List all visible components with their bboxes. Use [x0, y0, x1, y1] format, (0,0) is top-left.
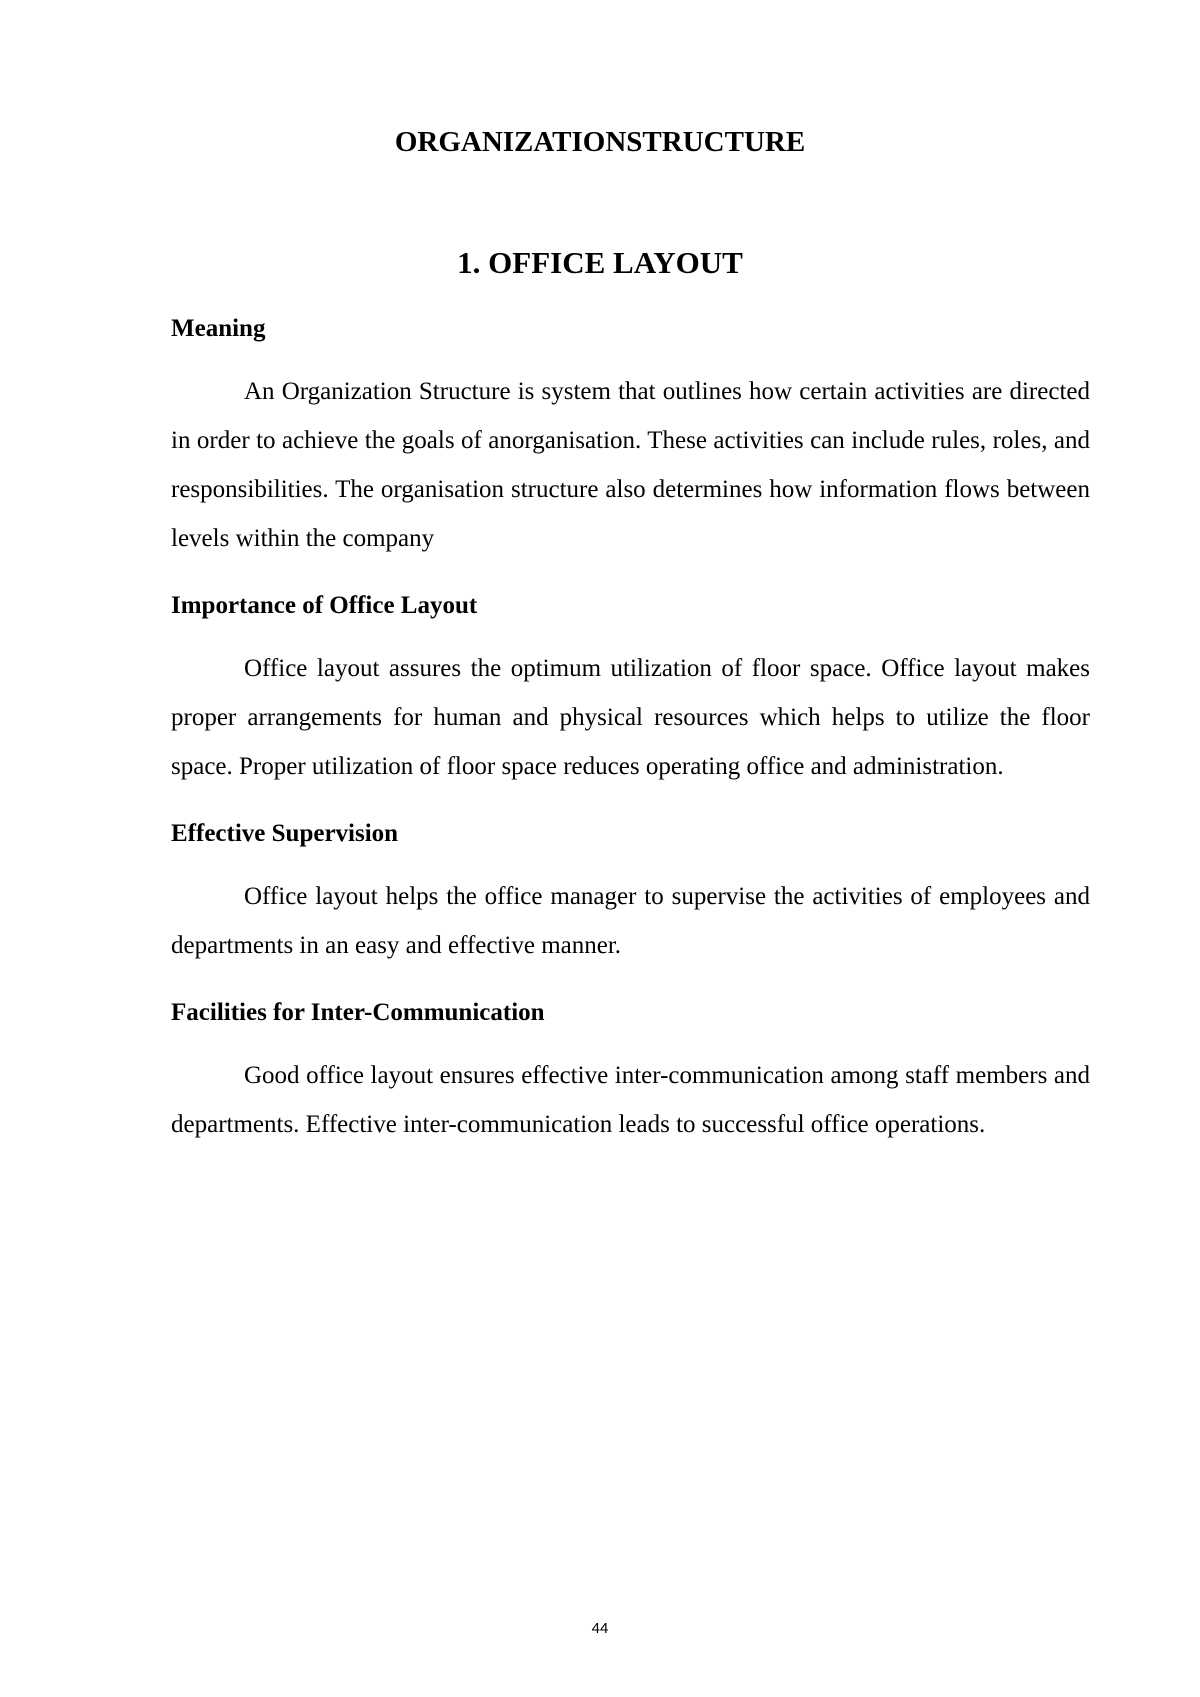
- subsection-paragraph: An Organization Structure is system that outlines how certain activities are directed in order to achieve the goals of anorganisation. These activities can include rules, roles, and responsibilities. The organisation structure also determines how information flows between levels within the company: [171, 378, 1090, 552]
- section-effective-supervision: [171, 818, 1090, 970]
- section-facilities-for-inter-communication: [171, 997, 1090, 1149]
- subsection-paragraph: Office layout assures the optimum utilization of floor space. Office layout makes proper arrangements for human and physical resources which helps to utilize the floor space. Proper utilization of floor space reduces operating office and administration.: [171, 655, 1090, 780]
- section-meaning: [171, 313, 1090, 563]
- subsection-heading: Facilities for Inter-Communication: [171, 999, 545, 1026]
- subsection-heading: Effective Supervision: [171, 820, 399, 847]
- subsection-paragraph: Good office layout ensures effective inter-communication among staff members and departments. Effective inter-communication leads to successful office operations.: [171, 1062, 1090, 1138]
- document-body: [171, 313, 1090, 1149]
- page-number: 44: [591, 1620, 609, 1637]
- subsection-heading: Importance of Office Layout: [171, 592, 478, 619]
- subsection-paragraph: Office layout helps the office manager to supervise the activities of employees and departments in an easy and effective manner.: [171, 883, 1090, 959]
- subsection-heading: Meaning: [171, 315, 266, 342]
- document-title: ORGANIZATIONSTRUCTURE: [394, 126, 806, 158]
- section-title: 1. OFFICE LAYOUT: [457, 245, 743, 280]
- section-importance-of-office-layout: [171, 590, 1090, 791]
